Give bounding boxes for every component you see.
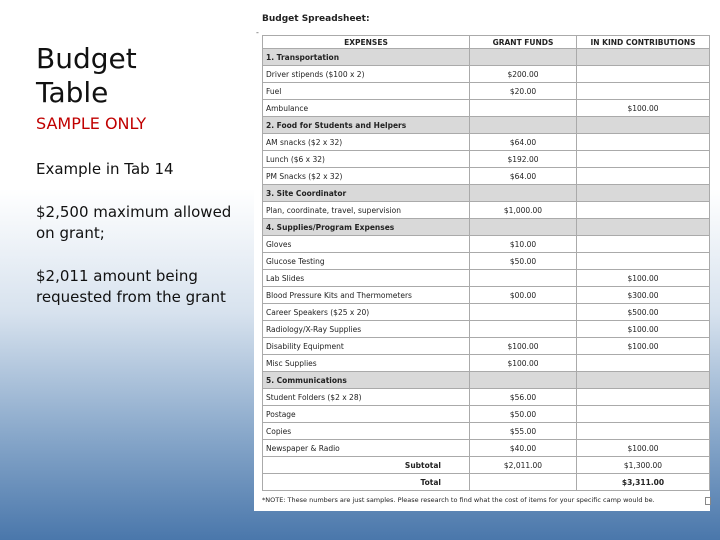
grant-amount: $20.00 <box>470 83 577 100</box>
expense-label: Fuel <box>263 83 470 100</box>
in-kind-amount <box>577 83 710 100</box>
header-in-kind: IN KIND CONTRIBUTIONS <box>577 36 710 49</box>
header-grant-funds: GRANT FUNDS <box>470 36 577 49</box>
expense-row <box>263 406 710 423</box>
in-kind-amount: $100.00 <box>577 321 710 338</box>
in-kind-amount <box>577 423 710 440</box>
in-kind-amount: $100.00 <box>577 440 710 457</box>
section-label: 2. Food for Students and Helpers <box>263 117 470 134</box>
section-row <box>263 117 710 134</box>
expense-row <box>263 202 710 219</box>
expense-row <box>263 440 710 457</box>
grant-amount: $40.00 <box>470 440 577 457</box>
in-kind-amount <box>577 66 710 83</box>
total-empty-cell <box>470 474 577 491</box>
in-kind-amount: $100.00 <box>577 100 710 117</box>
in-kind-amount <box>577 253 710 270</box>
footnote: *NOTE: These numbers are just samples. Please research to find what the cost of items for your specific camp would be. <box>262 496 655 504</box>
expense-label: AM snacks ($2 x 32) <box>263 134 470 151</box>
example-text: Example in Tab 14 <box>36 160 174 178</box>
max-allowed-text: $2,500 maximum allowed on grant; <box>36 203 232 242</box>
in-kind-amount <box>577 389 710 406</box>
expense-row <box>263 270 710 287</box>
grant-amount: $200.00 <box>470 66 577 83</box>
expense-label: Lab Slides <box>263 270 470 287</box>
section-label: 4. Supplies/Program Expenses <box>263 219 470 236</box>
spreadsheet-title: Budget Spreadsheet: <box>262 14 370 24</box>
section-label: 3. Site Coordinator <box>263 185 470 202</box>
header-row <box>263 36 710 49</box>
expense-label: Blood Pressure Kits and Thermometers <box>263 287 470 304</box>
expense-label: Career Speakers ($25 x 20) <box>263 304 470 321</box>
expense-row <box>263 304 710 321</box>
grant-amount: $55.00 <box>470 423 577 440</box>
expense-row <box>263 83 710 100</box>
expense-label: Driver stipends ($100 x 2) <box>263 66 470 83</box>
budget-table <box>262 35 710 491</box>
total-row <box>263 474 710 491</box>
grant-amount <box>470 100 577 117</box>
section-row <box>263 49 710 66</box>
expense-label: Glucose Testing <box>263 253 470 270</box>
amount-requested-text: $2,011 amount being requested from the grant <box>36 267 226 306</box>
section-row <box>263 219 710 236</box>
expense-label: Copies <box>263 423 470 440</box>
in-kind-amount: $300.00 <box>577 287 710 304</box>
grant-amount: $1,000.00 <box>470 202 577 219</box>
note-marker <box>705 497 711 505</box>
section-label: 1. Transportation <box>263 49 470 66</box>
expense-label: Radiology/X-Ray Supplies <box>263 321 470 338</box>
grant-amount: $00.00 <box>470 287 577 304</box>
expense-label: Misc Supplies <box>263 355 470 372</box>
section-empty-cell <box>470 372 577 389</box>
header-expenses: EXPENSES <box>263 36 470 49</box>
expense-row <box>263 423 710 440</box>
grant-amount: $64.00 <box>470 134 577 151</box>
in-kind-amount: $100.00 <box>577 338 710 355</box>
slide-title <box>36 42 236 110</box>
expense-row <box>263 66 710 83</box>
in-kind-amount <box>577 406 710 423</box>
expense-row <box>263 355 710 372</box>
expense-row <box>263 389 710 406</box>
grant-amount: $64.00 <box>470 168 577 185</box>
subtotal-row <box>263 457 710 474</box>
budget-spreadsheet <box>254 8 710 511</box>
expense-row <box>263 100 710 117</box>
grant-amount: $100.00 <box>470 338 577 355</box>
grant-amount: $100.00 <box>470 355 577 372</box>
section-row <box>263 185 710 202</box>
section-empty-cell <box>577 185 710 202</box>
section-empty-cell <box>577 219 710 236</box>
expense-row <box>263 338 710 355</box>
in-kind-amount <box>577 202 710 219</box>
section-empty-cell <box>577 372 710 389</box>
section-empty-cell <box>470 185 577 202</box>
grant-amount: $50.00 <box>470 406 577 423</box>
subtotal-grant: $2,011.00 <box>470 457 577 474</box>
section-empty-cell <box>577 49 710 66</box>
section-label: 5. Communications <box>263 372 470 389</box>
expense-label: Ambulance <box>263 100 470 117</box>
in-kind-amount <box>577 134 710 151</box>
section-empty-cell <box>577 117 710 134</box>
in-kind-amount <box>577 355 710 372</box>
grant-amount: $50.00 <box>470 253 577 270</box>
grant-amount <box>470 304 577 321</box>
corner-mark: - <box>256 28 259 37</box>
grant-amount: $10.00 <box>470 236 577 253</box>
slide-text-panel <box>36 42 236 308</box>
expense-row <box>263 236 710 253</box>
expense-label: Newspaper & Radio <box>263 440 470 457</box>
section-empty-cell <box>470 219 577 236</box>
grant-amount: $192.00 <box>470 151 577 168</box>
subtotal-label: Subtotal <box>263 457 470 474</box>
in-kind-amount <box>577 168 710 185</box>
subtotal-in-kind: $1,300.00 <box>577 457 710 474</box>
sample-only-label: SAMPLE ONLY <box>36 114 147 133</box>
in-kind-amount: $500.00 <box>577 304 710 321</box>
total-label: Total <box>263 474 470 491</box>
expense-row <box>263 321 710 338</box>
in-kind-amount <box>577 236 710 253</box>
in-kind-amount <box>577 151 710 168</box>
expense-row <box>263 134 710 151</box>
expense-label: Postage <box>263 406 470 423</box>
expense-row <box>263 287 710 304</box>
expense-row <box>263 168 710 185</box>
total-value: $3,311.00 <box>577 474 710 491</box>
grant-amount: $56.00 <box>470 389 577 406</box>
expense-label: Plan, coordinate, travel, supervision <box>263 202 470 219</box>
section-row <box>263 372 710 389</box>
expense-row <box>263 253 710 270</box>
section-empty-cell <box>470 49 577 66</box>
grant-amount <box>470 321 577 338</box>
slide-title-line-1: Budget <box>36 42 137 75</box>
expense-label: Lunch ($6 x 32) <box>263 151 470 168</box>
expense-label: Gloves <box>263 236 470 253</box>
grant-amount <box>470 270 577 287</box>
expense-label: PM Snacks ($2 x 32) <box>263 168 470 185</box>
section-empty-cell <box>470 117 577 134</box>
slide-title-line-2: Table <box>36 76 109 109</box>
expense-label: Student Folders ($2 x 28) <box>263 389 470 406</box>
expense-label: Disability Equipment <box>263 338 470 355</box>
expense-row <box>263 151 710 168</box>
in-kind-amount: $100.00 <box>577 270 710 287</box>
